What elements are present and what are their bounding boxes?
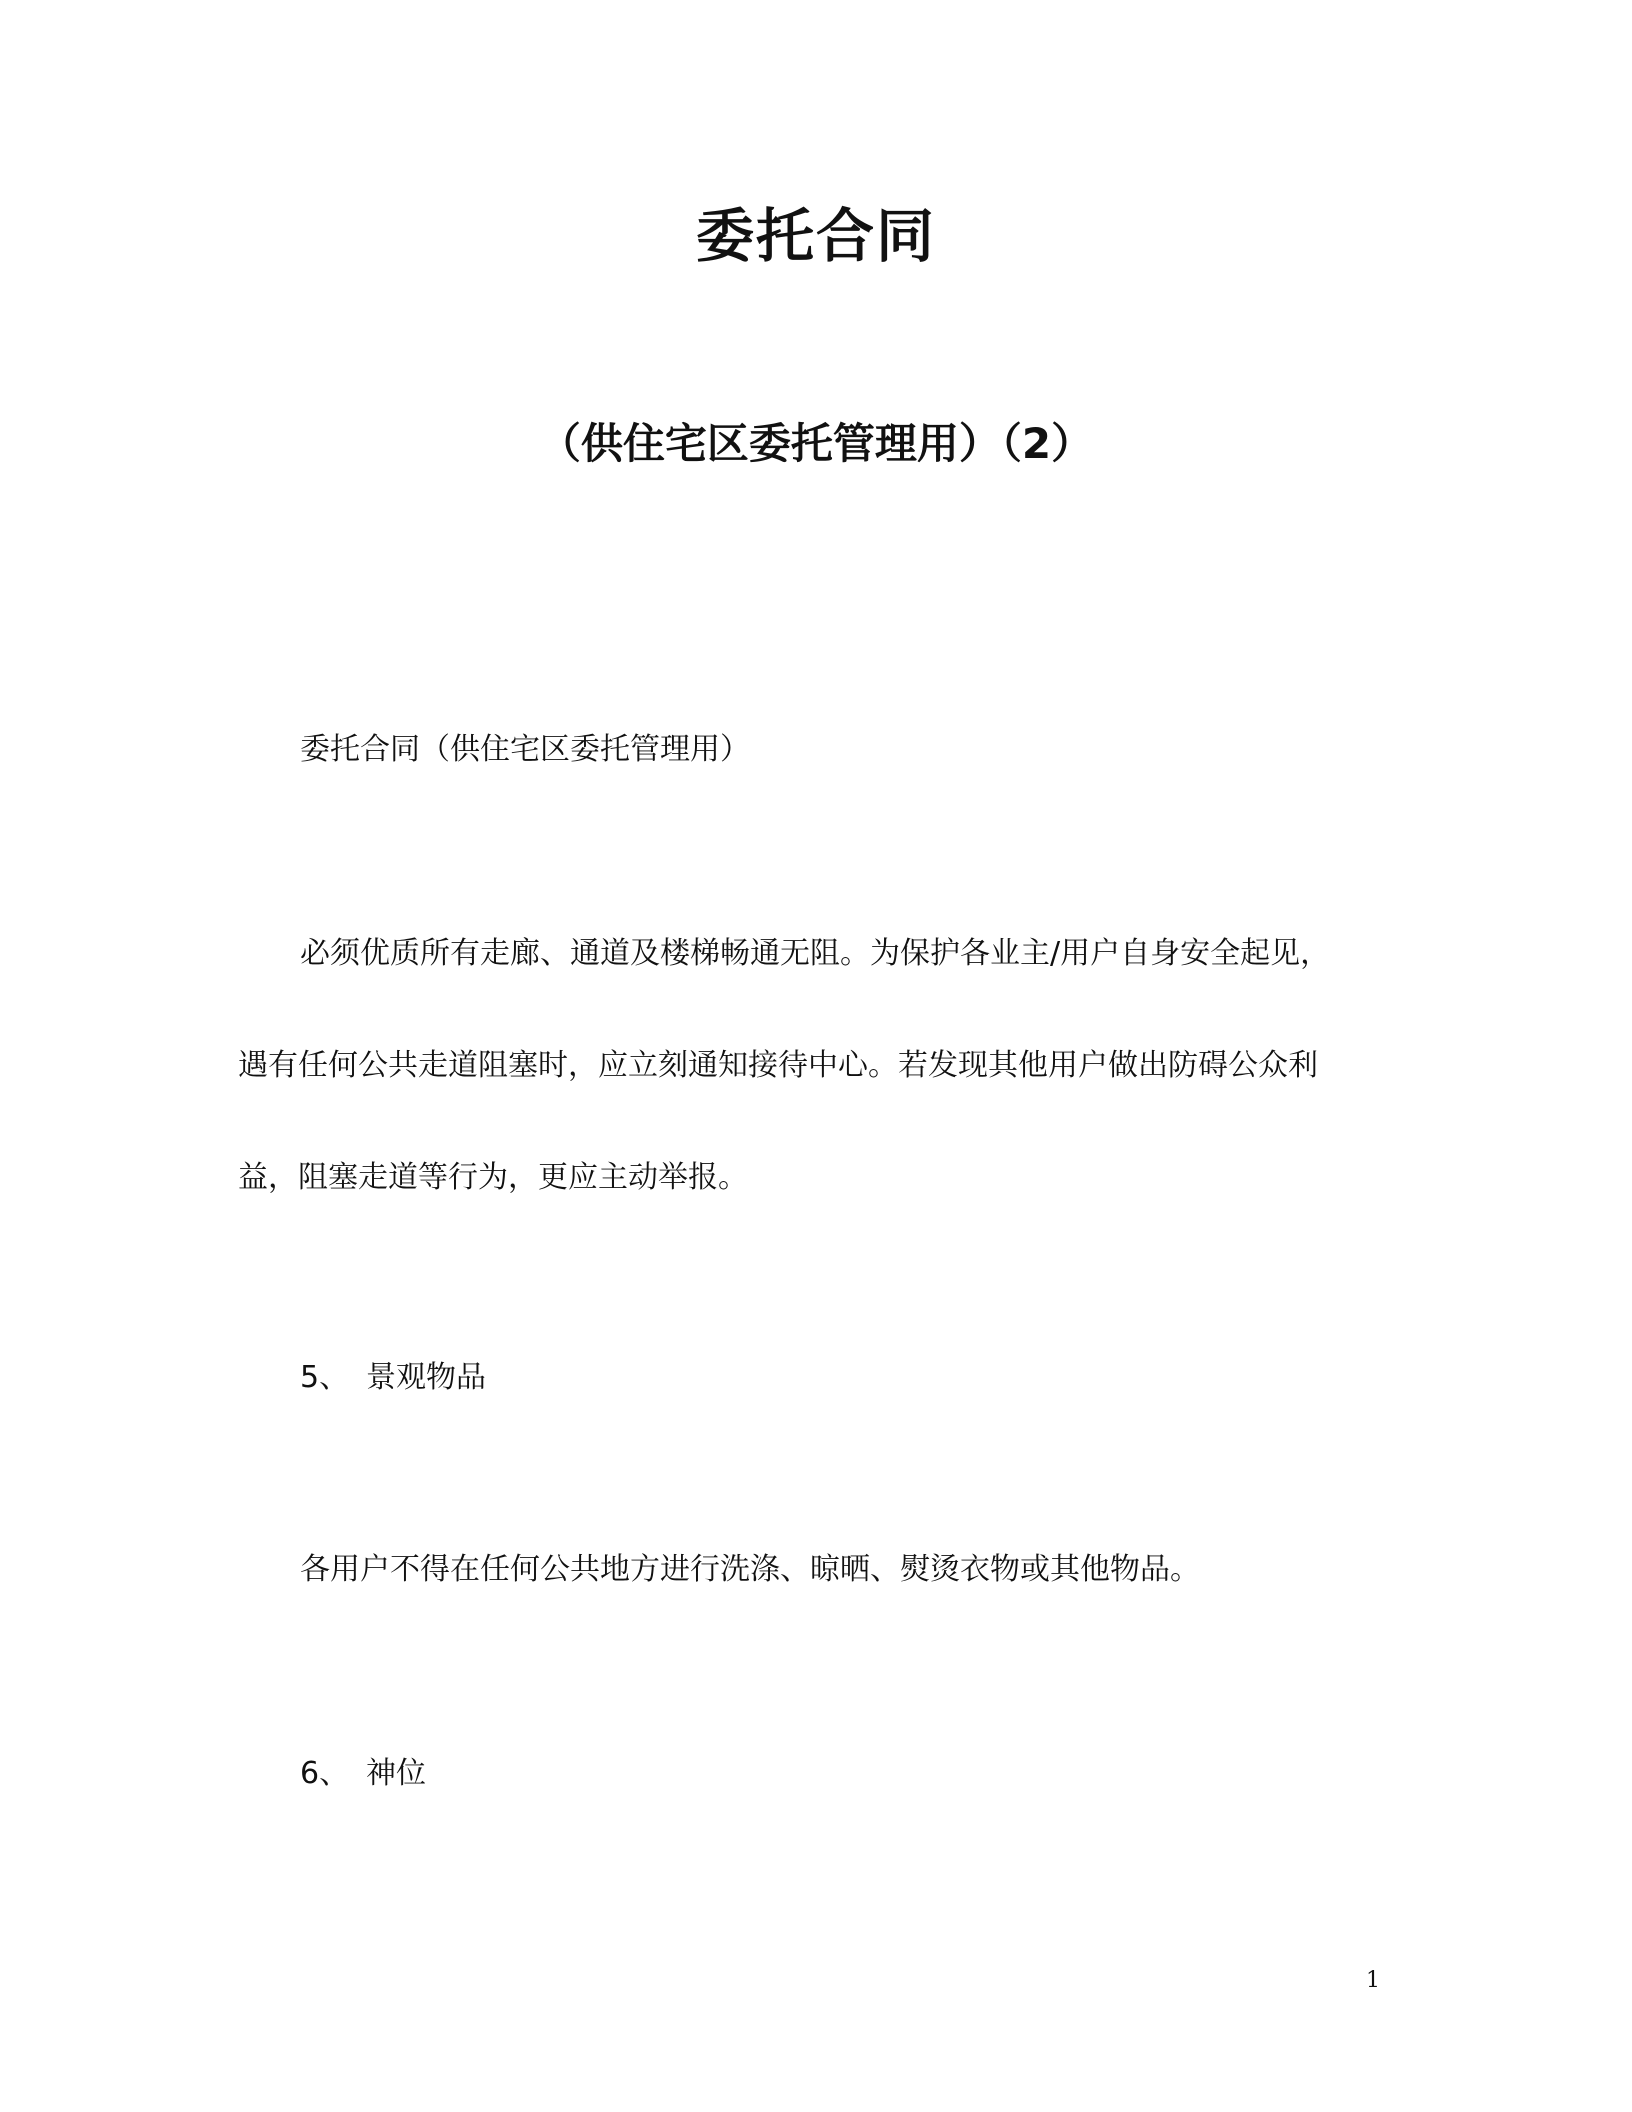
paragraph-1-line-2: 遇有任何公共走道阻塞时，应立刻通知接待中心。若发现其他用户做出防碍公众利 — [238, 1048, 1318, 1083]
document-subtitle: （供住宅区委托管理用）（2） — [538, 419, 1094, 468]
intro-heading: 委托合同（供住宅区委托管理用） — [300, 732, 750, 767]
section-6-number: 6、 — [300, 1756, 350, 1791]
page-number: 1 — [1366, 1968, 1380, 1993]
section-5-text: 各用户不得在任何公共地方进行洗涤、晾晒、熨烫衣物或其他物品。 — [300, 1552, 1200, 1587]
section-5-heading: 景观物品 — [366, 1360, 486, 1395]
paragraph-1-line-1: 必须优质所有走廊、通道及楼梯畅通无阻。为保护各业主/用户自身安全起见， — [300, 936, 1331, 971]
paragraph-1-line-3: 益，阻塞走道等行为，更应主动举报。 — [238, 1160, 748, 1195]
section-6-heading: 神位 — [366, 1756, 426, 1791]
section-5-number: 5、 — [300, 1360, 350, 1395]
document-title: 委托合同 — [695, 202, 936, 270]
section-5-heading-row — [300, 1358, 486, 1398]
section-6-heading-row — [300, 1754, 426, 1794]
